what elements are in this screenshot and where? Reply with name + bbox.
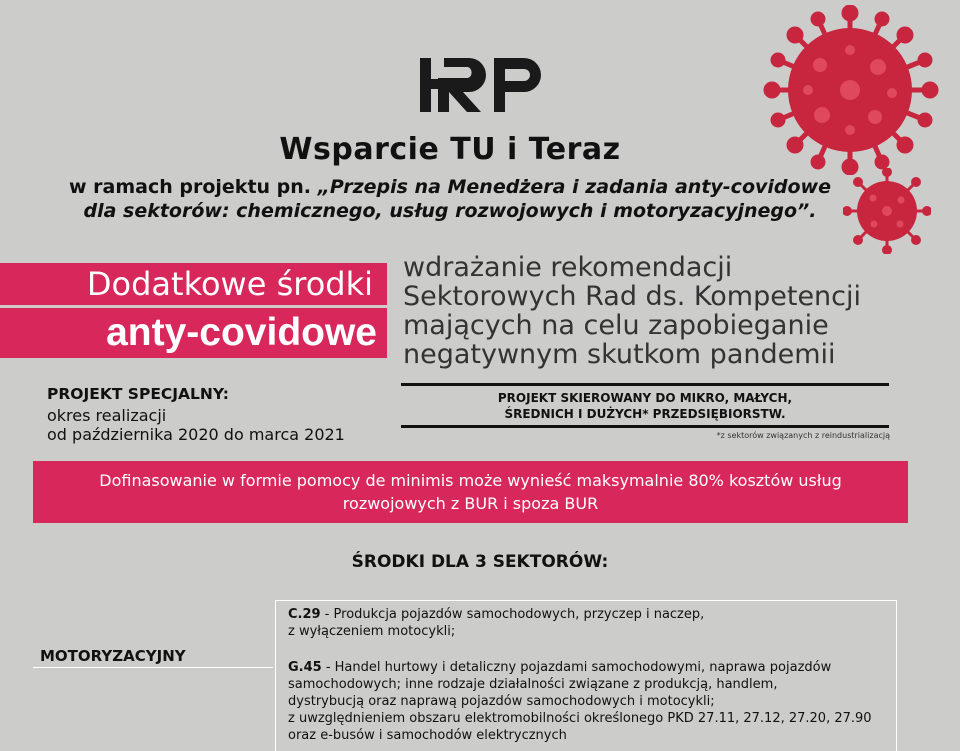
pkd-g45-code: G.45 <box>288 660 322 675</box>
hrp-logo <box>420 55 545 115</box>
description-line: Sektorowych Rad ds. Kompetencji <box>403 281 862 312</box>
target-note: *z sektorów związanych z reindustrializacją <box>716 431 890 440</box>
band-dodatkowe <box>0 263 387 305</box>
description-line: mających na celu zapobieganie <box>403 310 829 341</box>
band-anty-covidowe <box>0 308 387 358</box>
pkd-c29 <box>288 606 704 640</box>
pkd-c29-text: - Produkcja pojazdów samochodowych, przyczep i naczep, <box>320 607 705 622</box>
special-project-line1: okres realizacji <box>47 406 167 425</box>
pkd-g45-line: dystrybucją oraz naprawą pojazdów samochodowych i motocykli; <box>288 694 715 709</box>
divider-top <box>401 383 889 386</box>
pkd-g45-line: samochodowych; inne rodzaje działalności związane z produkcją, handlem, <box>288 677 778 692</box>
funding-banner <box>33 461 908 523</box>
pkd-c29-code: C.29 <box>288 607 321 622</box>
subtitle-italic: „Przepis na Menedżera i zadania anty-covidowe <box>317 176 831 198</box>
page-title: Wsparcie TU i Teraz <box>279 132 621 167</box>
subtitle-line2: dla sektorów: chemicznego, usług rozwojowych i motoryzacyjnego”. <box>83 200 817 222</box>
sector-motor-underline <box>33 667 273 668</box>
target-line2: ŚREDNICH I DUŻYCH* PRZEDSIĘBIORSTW. <box>504 407 786 421</box>
pkd-g45-line: oraz e-busów i samochodów elektrycznych <box>288 728 567 743</box>
pkd-c29-text2: z wyłączeniem motocykli; <box>288 624 456 639</box>
funding-text: Dofinasowanie w formie pomocy de minimis może wynieść maksymalnie 80% kosztów usług rozwojowych z BUR i spoza BUR <box>99 471 842 513</box>
subtitle-prefix: w ramach projektu pn. <box>69 176 318 198</box>
special-project-title: PROJEKT SPECJALNY: <box>47 385 229 403</box>
special-project-line2: od października 2020 do marca 2021 <box>47 425 345 444</box>
pkd-g45-text: - Handel hurtowy i detaliczny pojazdami samochodowymi, naprawa pojazdów <box>321 660 832 675</box>
band-anty-covidowe-text: anty-covidowe <box>106 311 377 354</box>
description-line: negatywnym skutkom pandemii <box>403 339 836 370</box>
sector-motor-label: MOTORYZACYJNY <box>40 647 186 665</box>
target-line1: PROJEKT SKIEROWANY DO MIKRO, MAŁYCH, <box>497 391 793 405</box>
divider-bottom <box>401 425 889 428</box>
band-dodatkowe-text: Dodatkowe środki <box>86 265 373 303</box>
pkd-g45 <box>288 659 888 744</box>
subtitle-line1 <box>0 176 900 198</box>
pkd-g45-line: z uwzględnieniem obszaru elektromobilności określonego PKD 27.11, 27.12, 27.20, 27.90 <box>288 711 872 726</box>
target-text <box>401 390 889 422</box>
description <box>403 253 923 369</box>
sector-motor-box <box>275 600 897 751</box>
sectors-heading: ŚRODKI DLA 3 SEKTORÓW: <box>351 552 609 572</box>
description-line: wdrażanie rekomendacji <box>403 252 733 283</box>
